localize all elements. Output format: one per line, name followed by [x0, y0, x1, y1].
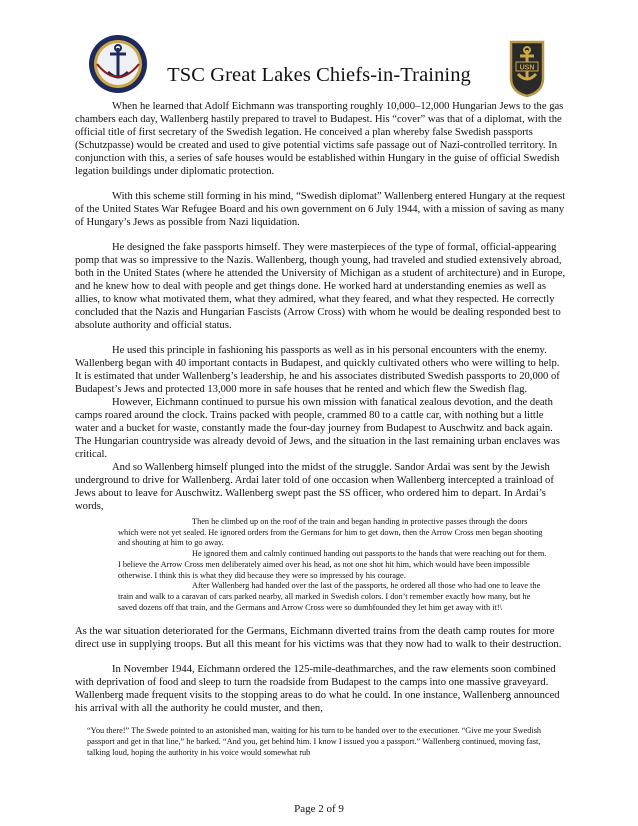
badge-text: USN — [519, 64, 535, 72]
paragraph: He used this principle in fashioning his passports as well as in his personal encounters with the enemy. Wallenberg began with 40 important contacts in Budapest, and quickly cultivated others who were willing to help. It is estimated that under Wallenberg’s leadership, he and his associates distributed Swedish passports to 20,000 of Budapest’s Jews and protected 13,000 more in safe houses that he rented and which flew the Swedish flag. — [75, 345, 560, 395]
paragraph: However, Eichmann continued to pursue his own mission with fanatical zealous devotion, and the death camps roared around the clock. Trains packed with people, crammed 80 to a cattle car, with nothing but a little water and a bucket for waste, constantly made the four-day journey from Budapest to Auschwitz and back again. The Hungarian countryside was already devoid of Jews, and the situation in the last remaining urban enclaves was critical. — [75, 397, 560, 460]
quote-paragraph: He ignored them and calmly continued handing out passports to the hands that were reaching out for them. I believe the Arrow Cross men deliberately aimed over his head, as not one shot hit him, which would have been impossible otherwise. I think this is what they did because they were so impressed by his courage. — [118, 549, 547, 580]
page-number: Page 2 of 9 — [294, 803, 344, 815]
paragraph: With this scheme still forming in his mind, “Swedish diplomat” Wallenberg entered Hungary at the request of the United States War Refugee Board and his own government on 6 July 1944, with a mission of saving as many of Hungary’s Jews as possible from Nazi liquidation. — [75, 191, 566, 228]
quote-paragraph: After Wallenberg had handed over the last of the passports, he ordered all those who had one to leave the train and walk to a caravan of cars parked nearby, all marked in Swedish colors. I don’t remember exactly how many, but he saved dozens off that train, and the Germans and Arrow Cross were so dumbfounded they let him get away with it!\ — [118, 581, 541, 612]
paragraph: When he learned that Adolf Eichmann was transporting roughly 10,000–12,000 Hungarian Jews to the gas chambers each day, Wallenberg hastily prepared to travel to Budapest. His “cover” was that of a diplomat, with the official title of first secretary of the Swedish legation. He conceived a plan whereby false Swedish passports (Schutzpasse) would be created and used to give potential victims safe passage out of Nazi-controlled territory. In conjunction with this, a series of safe houses would be established within Hungary in the guise of official Swedish legation buildings under diplomatic protection. — [75, 101, 564, 177]
paragraph: And so Wallenberg himself plunged into the midst of the struggle. Sandor Ardai was sent by the Jewish underground to drive for Wallenberg. Ardai later told of one occasion when Wallenberg intercepted a trainload of Jews about to leave for Auschwitz. Wallenberg swept past the SS officer, who ordered him to depart. In Ardai’s words, — [75, 462, 554, 512]
paragraph: He designed the fake passports himself. They were masterpieces of the type of formal, official-appearing pomp that was so impressive to the Nazis. Wallenberg, though young, had traveled and studied extensively abroad, both in the United States (where he attended the University of Michigan as a student of architecture) and in Europe, and he knew how to deal with people and get things done. He worked hard at understanding enemies as well as allies, to know what motivated them, what they admired, what they feared, and what they respected. He correctly concluded that the Nazis and Hungarian Fascists (Arrow Cross) with whom he would be dealing responded best to absolute authority and official status. — [75, 242, 566, 331]
document-body — [75, 100, 567, 758]
page-title: TSC Great Lakes Chiefs-in-Training — [167, 64, 471, 86]
paragraph: As the war situation deteriorated for the Germans, Eichmann diverted trains from the death camp routes for more direct use in supplying troops. But all this meant for his victims was that they now had to walk to their destruction. — [75, 626, 562, 651]
block-quote — [118, 517, 548, 613]
block-quote: “You there!” The Swede pointed to an astonished man, waiting for his turn to be handed over to the executioner. “Give me your Swedish passport and get in that line,” he barked. “And you, get behind him. I know I issued you a passport.” Wallenberg continued, moving fast, talking loud, hoping the authority in his voice would somewhat rub — [87, 726, 542, 758]
paragraph: In November 1944, Eichmann ordered the 125-mile-deathmarches, and the raw elements soon combined with deprivation of food and sleep to turn the roadside from Budapest to the camps into one massive graveyard. Wallenberg made frequent visits to the stopping areas to do what he could. In one instance, Wallenberg announced his arrival with all the authority he could muster, and then, — [75, 664, 560, 715]
quote-paragraph: Then he climbed up on the roof of the train and began handing in protective passes through the doors which were not yet sealed. He ignored orders from the Germans for him to get down, then the Arrow Cross men began shooting and shouting at him to go away. — [118, 517, 543, 548]
